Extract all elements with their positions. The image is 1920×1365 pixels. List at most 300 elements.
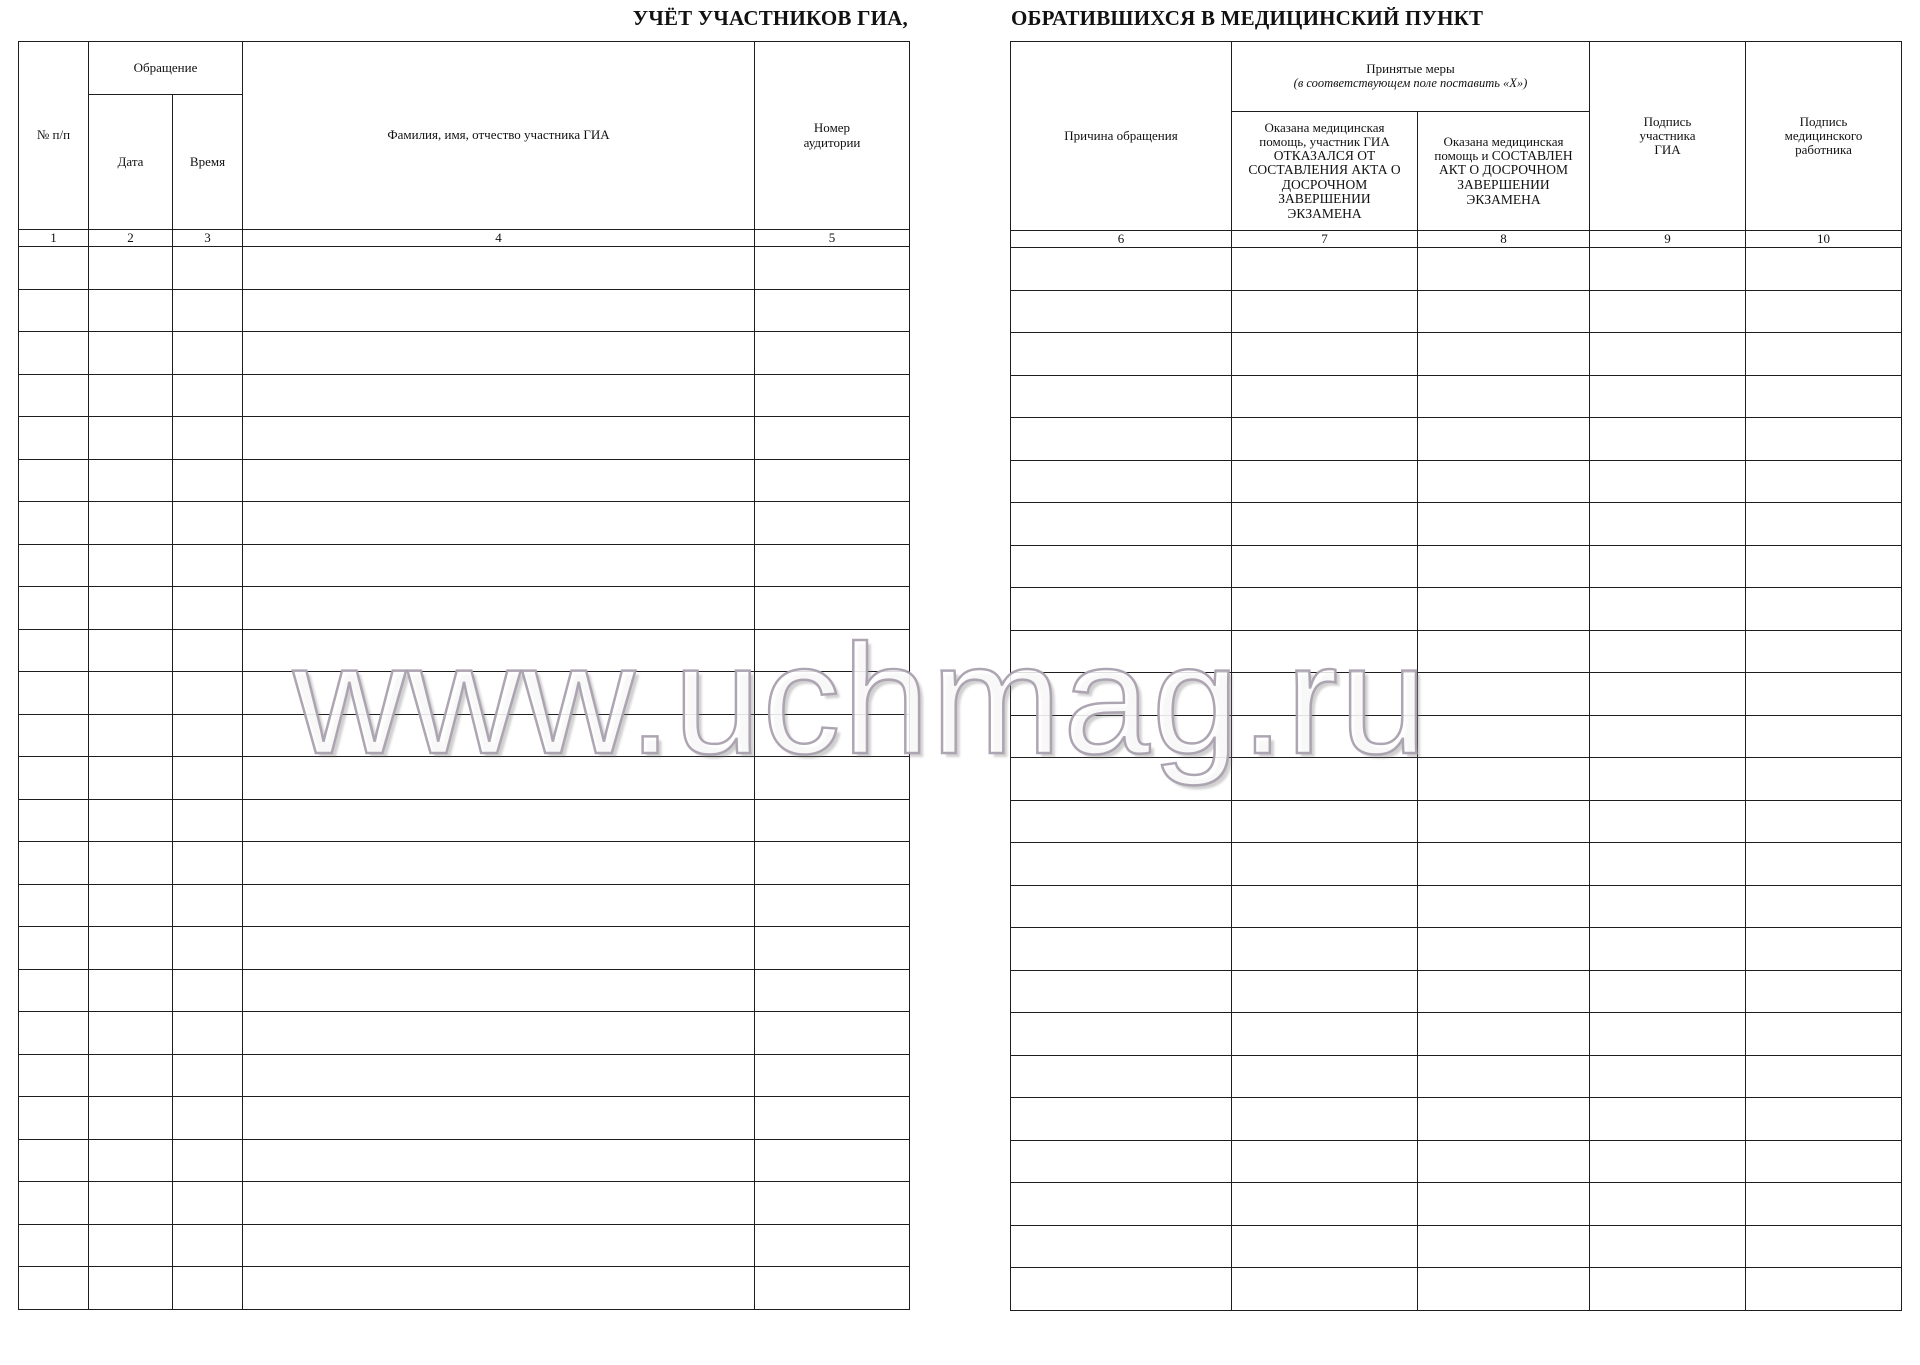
- table-cell[interactable]: [1011, 1013, 1232, 1056]
- table-cell[interactable]: [1418, 333, 1590, 376]
- table-row: [1011, 800, 1902, 843]
- table-cell[interactable]: [173, 842, 243, 885]
- table-row: [19, 629, 910, 672]
- table-cell[interactable]: [173, 1267, 243, 1310]
- table-cell[interactable]: [1418, 1225, 1590, 1268]
- table-cell[interactable]: [755, 247, 910, 290]
- column-number-row: [1011, 231, 1902, 248]
- column-number: 8: [1418, 231, 1590, 248]
- page-title-right: ОБРАТИВШИХСЯ В МЕДИЦИНСКИЙ ПУНКТ: [1011, 6, 1484, 30]
- table-cell[interactable]: [1418, 503, 1590, 546]
- table-cell[interactable]: [19, 374, 89, 417]
- header-number: № п/п: [19, 42, 89, 230]
- table-cell[interactable]: [1418, 843, 1590, 886]
- table-cell[interactable]: [1418, 375, 1590, 418]
- table-row: [1011, 460, 1902, 503]
- table-cell[interactable]: [19, 1139, 89, 1182]
- table-cell[interactable]: [243, 927, 755, 970]
- table-cell[interactable]: [1746, 333, 1902, 376]
- table-cell[interactable]: [173, 969, 243, 1012]
- table-cell[interactable]: [1232, 800, 1418, 843]
- table-cell[interactable]: [173, 1139, 243, 1182]
- table-cell[interactable]: [1746, 1225, 1902, 1268]
- table-cell[interactable]: [173, 459, 243, 502]
- header-act-line2: СОСТАВЛЕН АКТ О ДОСРОЧНОМ ЗАВЕРШЕНИИ ЭКЗАМЕНА: [1439, 147, 1573, 207]
- header-room: Номер аудитории: [755, 42, 910, 230]
- table-cell[interactable]: [1232, 843, 1418, 886]
- table-cell[interactable]: [173, 1182, 243, 1225]
- table-cell[interactable]: [243, 587, 755, 630]
- table-cell[interactable]: [243, 1224, 755, 1267]
- column-number: 3: [173, 230, 243, 247]
- table-cell[interactable]: [1011, 588, 1232, 631]
- table-cell[interactable]: [1232, 375, 1418, 418]
- table-row: [1011, 1225, 1902, 1268]
- table-cell[interactable]: [89, 1182, 173, 1225]
- table-cell[interactable]: [1590, 1183, 1746, 1226]
- table-cell[interactable]: [89, 1224, 173, 1267]
- table-cell[interactable]: [1232, 333, 1418, 376]
- table-cell[interactable]: [19, 247, 89, 290]
- table-cell[interactable]: [89, 502, 173, 545]
- table-cell[interactable]: [1590, 630, 1746, 673]
- table-cell[interactable]: [89, 1097, 173, 1140]
- table-cell[interactable]: [173, 289, 243, 332]
- table-cell[interactable]: [1418, 418, 1590, 461]
- table-cell[interactable]: [1746, 1098, 1902, 1141]
- table-cell[interactable]: [1746, 970, 1902, 1013]
- table-cell[interactable]: [243, 714, 755, 757]
- table-cell[interactable]: [1418, 758, 1590, 801]
- table-row: [19, 799, 910, 842]
- table-cell[interactable]: [89, 374, 173, 417]
- table-cell[interactable]: [19, 332, 89, 375]
- table-cell[interactable]: [1011, 1098, 1232, 1141]
- header-measures: [1232, 42, 1590, 112]
- table-cell[interactable]: [173, 1224, 243, 1267]
- participants-ledger-right: [1010, 41, 1902, 1311]
- table-cell[interactable]: [89, 544, 173, 587]
- table-cell[interactable]: [1011, 418, 1232, 461]
- table-cell[interactable]: [173, 417, 243, 460]
- table-cell[interactable]: [1232, 460, 1418, 503]
- table-cell[interactable]: [1232, 970, 1418, 1013]
- table-cell[interactable]: [19, 587, 89, 630]
- table-cell[interactable]: [243, 1267, 755, 1310]
- table-cell[interactable]: [19, 1224, 89, 1267]
- table-cell[interactable]: [1746, 503, 1902, 546]
- table-cell[interactable]: [1011, 1183, 1232, 1226]
- table-cell[interactable]: [1232, 715, 1418, 758]
- table-cell[interactable]: [1232, 758, 1418, 801]
- table-cell[interactable]: [1746, 1183, 1902, 1226]
- table-cell[interactable]: [19, 714, 89, 757]
- table-cell[interactable]: [1590, 758, 1746, 801]
- table-cell[interactable]: [755, 459, 910, 502]
- table-cell[interactable]: [19, 884, 89, 927]
- table-cell[interactable]: [1011, 885, 1232, 928]
- table-cell[interactable]: [1011, 503, 1232, 546]
- table-cell[interactable]: [1011, 800, 1232, 843]
- table-cell[interactable]: [1590, 1055, 1746, 1098]
- table-cell[interactable]: [243, 502, 755, 545]
- table-cell[interactable]: [243, 629, 755, 672]
- table-cell[interactable]: [1590, 1140, 1746, 1183]
- table-cell[interactable]: [1232, 673, 1418, 716]
- table-cell[interactable]: [19, 289, 89, 332]
- table-cell[interactable]: [243, 544, 755, 587]
- table-cell[interactable]: [1746, 460, 1902, 503]
- table-cell[interactable]: [1746, 630, 1902, 673]
- table-cell[interactable]: [243, 1182, 755, 1225]
- table-cell[interactable]: [1011, 758, 1232, 801]
- table-cell[interactable]: [1746, 673, 1902, 716]
- header-participant-signature: Подпись участника ГИА: [1590, 42, 1746, 231]
- table-cell[interactable]: [1590, 1225, 1746, 1268]
- table-cell[interactable]: [243, 969, 755, 1012]
- table-cell[interactable]: [89, 289, 173, 332]
- table-cell[interactable]: [755, 842, 910, 885]
- table-cell[interactable]: [755, 927, 910, 970]
- column-number: 4: [243, 230, 755, 247]
- table-cell[interactable]: [1232, 418, 1418, 461]
- header-fio: Фамилия, имя, отчество участника ГИА: [243, 42, 755, 230]
- table-cell[interactable]: [1590, 673, 1746, 716]
- column-number: 2: [89, 230, 173, 247]
- table-cell[interactable]: [243, 799, 755, 842]
- table-cell[interactable]: [755, 1267, 910, 1310]
- table-cell[interactable]: [243, 884, 755, 927]
- table-cell[interactable]: [1746, 418, 1902, 461]
- table-cell[interactable]: [173, 799, 243, 842]
- table-cell[interactable]: [1011, 1055, 1232, 1098]
- table-cell[interactable]: [1232, 885, 1418, 928]
- table-cell[interactable]: [1746, 248, 1902, 291]
- table-cell[interactable]: [755, 417, 910, 460]
- table-cell[interactable]: [19, 1012, 89, 1055]
- table-cell[interactable]: [1590, 970, 1746, 1013]
- table-cell[interactable]: [1746, 545, 1902, 588]
- table-row: [1011, 715, 1902, 758]
- table-cell[interactable]: [1746, 1140, 1902, 1183]
- page-title-left: УЧЁТ УЧАСТНИКОВ ГИА,: [632, 6, 908, 30]
- table-cell[interactable]: [89, 247, 173, 290]
- table-cell[interactable]: [1418, 1055, 1590, 1098]
- table-cell[interactable]: [1590, 418, 1746, 461]
- table-cell[interactable]: [89, 332, 173, 375]
- table-row: [1011, 333, 1902, 376]
- table-row: [1011, 375, 1902, 418]
- table-cell[interactable]: [1418, 1183, 1590, 1226]
- table-cell[interactable]: [1746, 290, 1902, 333]
- table-cell[interactable]: [1590, 503, 1746, 546]
- table-row: [1011, 545, 1902, 588]
- table-cell[interactable]: [19, 672, 89, 715]
- table-cell[interactable]: [1590, 545, 1746, 588]
- table-cell[interactable]: [1418, 1140, 1590, 1183]
- table-cell[interactable]: [1232, 1183, 1418, 1226]
- table-cell[interactable]: [1011, 715, 1232, 758]
- table-cell[interactable]: [1746, 758, 1902, 801]
- table-cell[interactable]: [243, 332, 755, 375]
- table-cell[interactable]: [1418, 545, 1590, 588]
- table-row: [19, 884, 910, 927]
- table-cell[interactable]: [243, 672, 755, 715]
- header-measures-note: (в соответствующем поле поставить «Х»): [1293, 76, 1528, 91]
- table-cell[interactable]: [89, 884, 173, 927]
- table-cell[interactable]: [1232, 248, 1418, 291]
- table-cell[interactable]: [1011, 290, 1232, 333]
- table-cell[interactable]: [173, 587, 243, 630]
- table-cell[interactable]: [1590, 800, 1746, 843]
- table-row: [1011, 843, 1902, 886]
- table-cell[interactable]: [755, 1139, 910, 1182]
- table-cell[interactable]: [173, 1012, 243, 1055]
- table-cell[interactable]: [1590, 333, 1746, 376]
- table-row: [19, 969, 910, 1012]
- table-cell[interactable]: [1746, 588, 1902, 631]
- table-cell[interactable]: [1011, 673, 1232, 716]
- table-cell[interactable]: [1418, 885, 1590, 928]
- table-row: [19, 1054, 910, 1097]
- table-cell[interactable]: [1011, 375, 1232, 418]
- table-cell[interactable]: [1011, 248, 1232, 291]
- table-cell[interactable]: [19, 417, 89, 460]
- table-cell[interactable]: [1011, 843, 1232, 886]
- table-cell[interactable]: [19, 1054, 89, 1097]
- table-cell[interactable]: [1590, 715, 1746, 758]
- table-row: [19, 927, 910, 970]
- table-cell[interactable]: [1232, 928, 1418, 971]
- table-cell[interactable]: [89, 969, 173, 1012]
- table-cell[interactable]: [1011, 545, 1232, 588]
- table-row: [19, 1097, 910, 1140]
- table-cell[interactable]: [243, 1012, 755, 1055]
- table-cell[interactable]: [1232, 1268, 1418, 1311]
- table-cell[interactable]: [1418, 460, 1590, 503]
- table-cell[interactable]: [243, 1139, 755, 1182]
- table-cell[interactable]: [755, 799, 910, 842]
- table-row: [19, 1267, 910, 1310]
- table-cell[interactable]: [243, 842, 755, 885]
- column-number: 9: [1590, 231, 1746, 248]
- table-cell[interactable]: [89, 799, 173, 842]
- table-cell[interactable]: [1590, 290, 1746, 333]
- table-cell[interactable]: [1232, 290, 1418, 333]
- table-cell[interactable]: [1418, 248, 1590, 291]
- table-cell[interactable]: [19, 544, 89, 587]
- table-cell[interactable]: [1232, 1055, 1418, 1098]
- table-cell[interactable]: [173, 1054, 243, 1097]
- header-time: Время: [173, 95, 243, 230]
- table-cell[interactable]: [19, 799, 89, 842]
- column-number-row: [19, 230, 910, 247]
- table-cell[interactable]: [243, 289, 755, 332]
- table-cell[interactable]: [19, 969, 89, 1012]
- table-cell[interactable]: [1746, 715, 1902, 758]
- table-cell[interactable]: [755, 1182, 910, 1225]
- table-cell[interactable]: [19, 1097, 89, 1140]
- table-cell[interactable]: [89, 1139, 173, 1182]
- table-cell[interactable]: [19, 502, 89, 545]
- table-cell[interactable]: [89, 757, 173, 800]
- table-cell[interactable]: [1746, 1268, 1902, 1311]
- table-cell[interactable]: [1232, 545, 1418, 588]
- table-cell[interactable]: [755, 544, 910, 587]
- table-cell[interactable]: [1418, 630, 1590, 673]
- table-cell[interactable]: [755, 1012, 910, 1055]
- table-cell[interactable]: [1232, 630, 1418, 673]
- table-cell[interactable]: [1590, 1013, 1746, 1056]
- table-row: [19, 842, 910, 885]
- table-row: [1011, 418, 1902, 461]
- table-cell[interactable]: [755, 1224, 910, 1267]
- table-cell[interactable]: [755, 714, 910, 757]
- table-cell[interactable]: [89, 417, 173, 460]
- table-cell[interactable]: [89, 842, 173, 885]
- table-cell[interactable]: [755, 1097, 910, 1140]
- table-row: [1011, 503, 1902, 546]
- table-cell[interactable]: [1590, 1098, 1746, 1141]
- table-cell[interactable]: [1590, 248, 1746, 291]
- table-cell[interactable]: [89, 587, 173, 630]
- table-row: [1011, 885, 1902, 928]
- table-cell[interactable]: [1418, 588, 1590, 631]
- table-cell[interactable]: [173, 374, 243, 417]
- table-cell[interactable]: [173, 247, 243, 290]
- table-cell[interactable]: [89, 714, 173, 757]
- table-cell[interactable]: [19, 1267, 89, 1310]
- table-cell[interactable]: [755, 757, 910, 800]
- table-cell[interactable]: [1418, 970, 1590, 1013]
- header-refused-line1: Оказана медицинская помощь, участник ГИА: [1259, 119, 1390, 149]
- watermark: www.uchmag.ru: [293, 613, 1429, 787]
- header-act-line1: Оказана медицинская помощь и: [1434, 133, 1564, 163]
- table-cell[interactable]: [1418, 1013, 1590, 1056]
- table-cell[interactable]: [89, 629, 173, 672]
- table-cell[interactable]: [1011, 630, 1232, 673]
- table-cell[interactable]: [1011, 1140, 1232, 1183]
- table-row: [19, 459, 910, 502]
- table-cell[interactable]: [243, 247, 755, 290]
- table-cell[interactable]: [89, 1012, 173, 1055]
- table-cell[interactable]: [1011, 1225, 1232, 1268]
- column-number: 10: [1746, 231, 1902, 248]
- table-cell[interactable]: [1746, 800, 1902, 843]
- table-cell[interactable]: [173, 1097, 243, 1140]
- table-cell[interactable]: [755, 1054, 910, 1097]
- table-cell[interactable]: [173, 884, 243, 927]
- table-cell[interactable]: [755, 969, 910, 1012]
- table-cell[interactable]: [755, 374, 910, 417]
- table-cell[interactable]: [1418, 800, 1590, 843]
- table-cell[interactable]: [1232, 1225, 1418, 1268]
- table-cell[interactable]: [1746, 1055, 1902, 1098]
- table-cell[interactable]: [755, 629, 910, 672]
- table-cell[interactable]: [173, 544, 243, 587]
- table-cell[interactable]: [243, 1054, 755, 1097]
- table-cell[interactable]: [1746, 843, 1902, 886]
- table-cell[interactable]: [755, 884, 910, 927]
- table-cell[interactable]: [1232, 503, 1418, 546]
- table-cell[interactable]: [1590, 928, 1746, 971]
- table-cell[interactable]: [173, 502, 243, 545]
- participants-ledger-left: [18, 41, 910, 1310]
- table-cell[interactable]: [19, 842, 89, 885]
- table-cell[interactable]: [755, 289, 910, 332]
- table-cell[interactable]: [1232, 1098, 1418, 1141]
- table-cell[interactable]: [1418, 290, 1590, 333]
- table-cell[interactable]: [19, 757, 89, 800]
- table-cell[interactable]: [19, 1182, 89, 1225]
- table-row: [19, 502, 910, 545]
- table-cell[interactable]: [1746, 375, 1902, 418]
- table-cell[interactable]: [1011, 333, 1232, 376]
- table-row: [1011, 1183, 1902, 1226]
- table-cell[interactable]: [1418, 928, 1590, 971]
- table-cell[interactable]: [1590, 375, 1746, 418]
- table-cell[interactable]: [1418, 715, 1590, 758]
- table-cell[interactable]: [173, 672, 243, 715]
- table-cell[interactable]: [243, 417, 755, 460]
- table-cell[interactable]: [1590, 843, 1746, 886]
- table-cell[interactable]: [1746, 1013, 1902, 1056]
- table-cell[interactable]: [1590, 460, 1746, 503]
- table-cell[interactable]: [1418, 1268, 1590, 1311]
- table-cell[interactable]: [1590, 1268, 1746, 1311]
- table-cell[interactable]: [755, 502, 910, 545]
- table-cell[interactable]: [19, 927, 89, 970]
- table-cell[interactable]: [89, 672, 173, 715]
- table-cell[interactable]: [243, 757, 755, 800]
- table-cell[interactable]: [1590, 885, 1746, 928]
- table-cell[interactable]: [89, 459, 173, 502]
- table-cell[interactable]: [173, 629, 243, 672]
- table-cell[interactable]: [89, 1267, 173, 1310]
- table-cell[interactable]: [755, 332, 910, 375]
- table-cell[interactable]: [243, 1097, 755, 1140]
- table-cell[interactable]: [1011, 970, 1232, 1013]
- table-cell[interactable]: [755, 672, 910, 715]
- table-cell[interactable]: [755, 587, 910, 630]
- table-row: [19, 1139, 910, 1182]
- table-row: [1011, 1140, 1902, 1183]
- table-cell[interactable]: [1746, 885, 1902, 928]
- table-cell[interactable]: [1418, 1098, 1590, 1141]
- table-cell[interactable]: [89, 1054, 173, 1097]
- table-cell[interactable]: [1232, 1140, 1418, 1183]
- table-cell[interactable]: [173, 927, 243, 970]
- table-cell[interactable]: [173, 714, 243, 757]
- table-cell[interactable]: [243, 374, 755, 417]
- column-number: 6: [1011, 231, 1232, 248]
- table-cell[interactable]: [1746, 928, 1902, 971]
- table-cell[interactable]: [1232, 588, 1418, 631]
- table-cell[interactable]: [173, 757, 243, 800]
- table-row: [1011, 290, 1902, 333]
- table-cell[interactable]: [243, 459, 755, 502]
- table-cell[interactable]: [1011, 460, 1232, 503]
- table-cell[interactable]: [19, 459, 89, 502]
- table-cell[interactable]: [19, 629, 89, 672]
- table-cell[interactable]: [173, 332, 243, 375]
- table-cell[interactable]: [1232, 1013, 1418, 1056]
- table-cell[interactable]: [89, 927, 173, 970]
- table-cell[interactable]: [1011, 928, 1232, 971]
- table-cell[interactable]: [1418, 673, 1590, 716]
- table-cell[interactable]: [1590, 588, 1746, 631]
- table-cell[interactable]: [1011, 1268, 1232, 1311]
